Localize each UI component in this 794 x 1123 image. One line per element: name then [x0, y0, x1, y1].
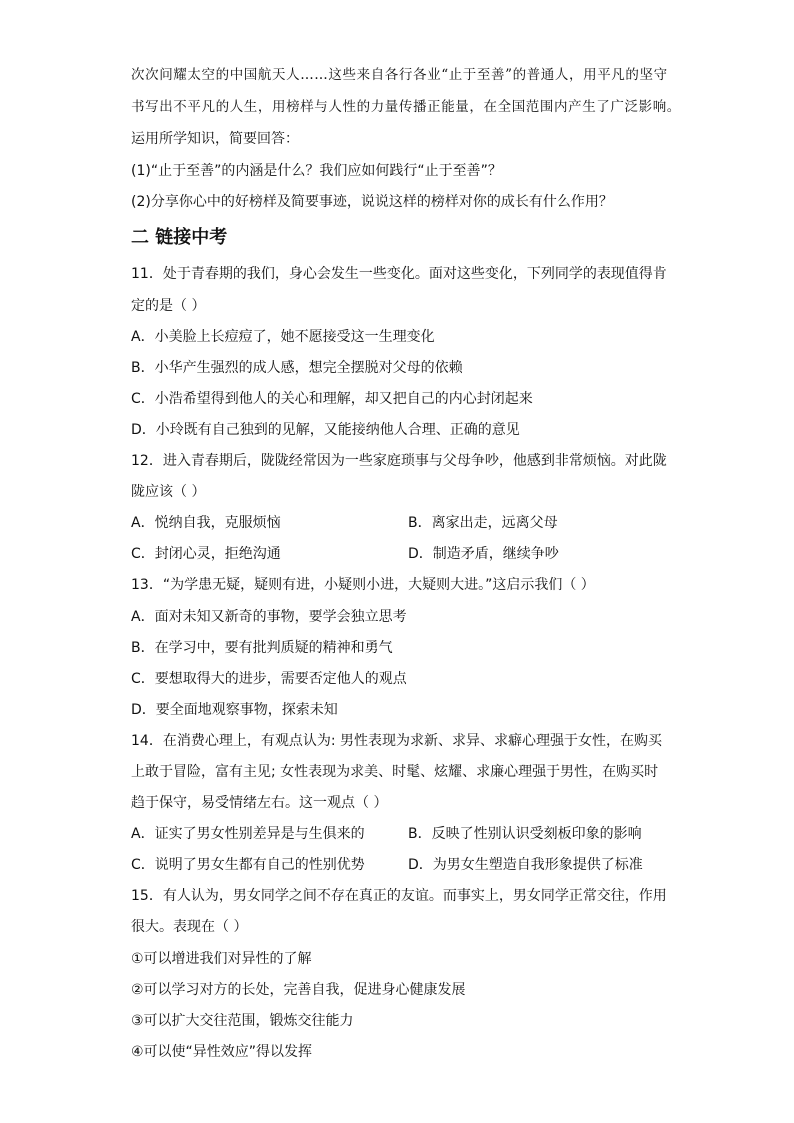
question-13-stem: 13．“为学患无疑，疑则有进，小疑则小进，大疑则大进。”这启示我们（ ）: [131, 577, 595, 593]
intro-line-2: 书写出不平凡的人生，用榜样与人性的力量传播正能量，在全国范围内产生了广泛影响。: [131, 99, 681, 115]
question-11-option-c: C．小浩希望得到他人的关心和理解，却又把自己的内心封闭起来: [131, 391, 533, 407]
question-11-stem-line-1: 11．处于青春期的我们，身心会发生一些变化。面对这些变化，下列同学的表现值得肯: [131, 266, 667, 282]
intro-question-1: (1)“止于至善”的内涵是什么？我们应如何践行“止于至善”？: [131, 163, 502, 179]
question-12-stem-line-1: 12．进入青春期后，陇陇经常因为一些家庭琐事与父母争吵，他感到非常烦恼。对此陇: [131, 453, 667, 469]
question-15-item-4: ④可以使“异性效应”得以发挥: [131, 1044, 313, 1060]
intro-line-1: 次次问耀太空的中国航天人……这些来自各行各业“止于至善”的普通人，用平凡的坚守: [131, 67, 668, 83]
question-15-item-3: ③可以扩大交往范围，锻炼交往能力: [131, 1013, 354, 1029]
question-14-stem-line-2: 上敢于冒险，富有主见; 女性表现为求美、时髦、炫耀、求廉心理强于男性，在购买时: [131, 764, 659, 780]
question-15-item-1: ①可以增进我们对异性的了解: [131, 951, 312, 967]
question-13-option-b: B．在学习中，要有批判质疑的精神和勇气: [131, 640, 393, 656]
question-13-option-d: D．要全面地观察事物，探索未知: [131, 702, 338, 718]
question-12-option-a: A．悦纳自我，克服烦恼: [131, 515, 281, 531]
intro-question-2: (2)分享你心中的好榜样及简要事迹，说说这样的榜样对你的成长有什么作用？: [131, 194, 613, 210]
question-15-item-2: ②可以学习对方的长处，完善自我，促进身心健康发展: [131, 982, 466, 998]
question-14-option-c: C．说明了男女生都有自己的性别优势: [131, 857, 365, 873]
question-14-option-d: D．为男女生塑造自我形象提供了标准: [408, 857, 643, 873]
question-14-stem-line-1: 14．在消费心理上，有观点认为: 男性表现为求新、求异、求癖心理强于女性，在购买: [131, 733, 662, 749]
question-14-stem-line-3: 趋于保守，易受情绪左右。这一观点（ ）: [131, 795, 388, 811]
question-12-option-c: C．封闭心灵，拒绝沟通: [131, 546, 281, 562]
question-12-stem-line-2: 陇应该（ ）: [131, 484, 206, 500]
section-title: 二 链接中考: [131, 227, 228, 248]
question-11-option-d: D．小玲既有自己独到的见解，又能接纳他人合理、正确的意见: [131, 422, 520, 438]
question-15-stem-line-2: 很大。表现在（ ）: [131, 919, 248, 935]
question-15-stem-line-1: 15．有人认为，男女同学之间不存在真正的友谊。而事实上，男女同学正常交往，作用: [131, 888, 667, 904]
question-11-option-b: B．小华产生强烈的成人感，想完全摆脱对父母的依赖: [131, 360, 463, 376]
question-13-option-a: A．面对未知又新奇的事物，要学会独立思考: [131, 609, 407, 625]
question-11-stem-line-2: 定的是（ ）: [131, 298, 206, 314]
question-14-option-a: A．证实了男女性别差异是与生俱来的: [131, 826, 365, 842]
question-12-option-b: B．离家出走，远离父母: [408, 515, 558, 531]
question-13-option-c: C．要想取得大的进步，需要否定他人的观点: [131, 671, 407, 687]
question-11-option-a: A．小美脸上长痘痘了，她不愿接受这一生理变化: [131, 329, 435, 345]
intro-prompt: 运用所学知识，简要回答：: [131, 131, 299, 147]
question-14-option-b: B．反映了性别认识受刻板印象的影响: [408, 826, 642, 842]
question-12-option-d: D．制造矛盾，继续争吵: [408, 546, 559, 562]
